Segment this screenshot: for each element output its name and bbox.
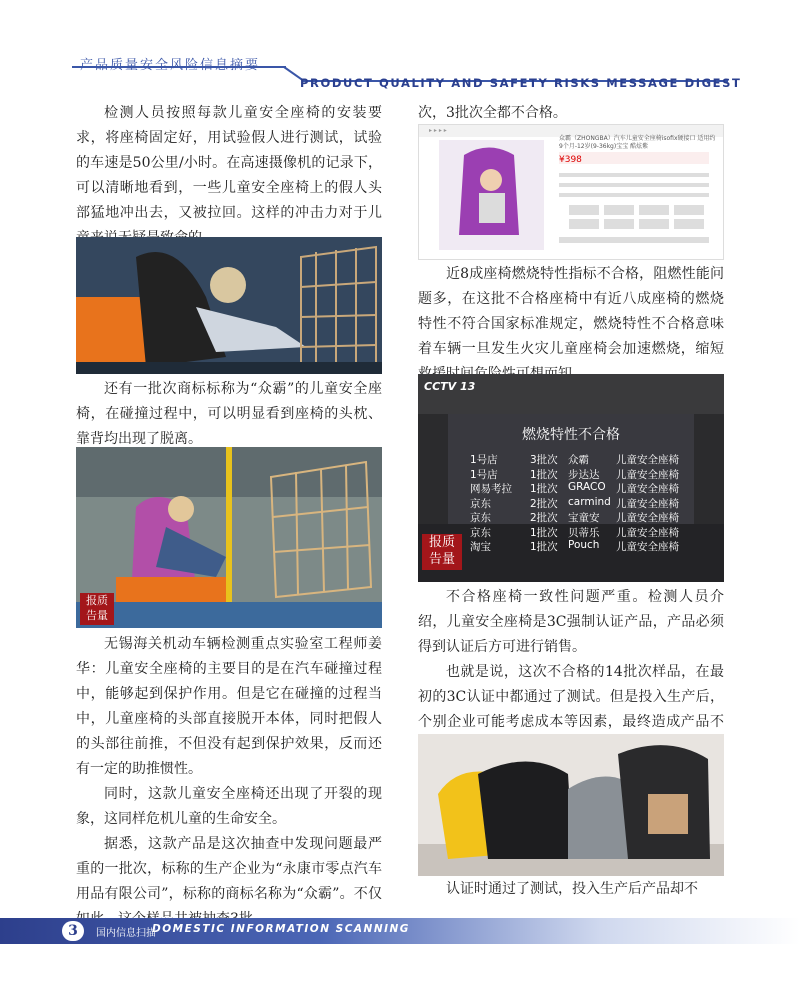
page-number: 3 (62, 921, 84, 941)
tv-table-cell: 京东 (470, 497, 491, 510)
tv-news-screenshot (418, 374, 724, 582)
header-title-cn (80, 54, 260, 73)
tv-table-cell: 步达达 (568, 468, 600, 481)
tv-table-cell: 京东 (470, 526, 491, 539)
crash-test-photo-2 (76, 447, 382, 628)
tv-table-cell: 宝童安 (568, 512, 600, 524)
stamp-logo: 报质 告量 (80, 593, 114, 625)
tv-table-cell: 1号店 (470, 468, 498, 481)
paragraph: 据悉，这款产品是这次抽查中发现问题最严重的一批次，标称的生产企业为“永康市零点汽车用品有限公司”，标称的商标名称为“众霸”。不仅 (76, 836, 382, 902)
product-price: ¥398 (559, 155, 582, 165)
tv-table-cell: 儿童安全座椅 (616, 468, 679, 481)
tv-table-cell: 1批次 (530, 541, 558, 553)
tv-table-cell: 淘宝 (470, 541, 491, 553)
paragraph: 还有一批次商标标称为“众霸”的儿童安全座椅，在碰撞过程中，可以明显看到座椅的头枕、靠背均出现了脱离。 (76, 381, 382, 447)
left-text-block-2 (76, 377, 382, 452)
tv-table-cell: 3批次 (530, 454, 558, 466)
paragraph: 检测人员按照每款儿童安全座椅的安装要求，将座椅固定好，用试验假人进行测试，试验的车速是50公里/小时。在高速摄像机的记录下，可以清晰地看到，一些儿童安全座椅上的假人头部猛地冲出去，又被拉回。这样的冲击力对于儿 (76, 105, 382, 221)
tv-table-cell: 儿童安全座椅 (616, 454, 679, 466)
paragraph: 近8成座椅燃烧特性指标不合格，阻燃性能问题多，在这批不合格座椅中有近八成座椅的燃烧特性不符合国家标准规定，燃烧特性不合格意味着车辆一旦发生火灾儿童座椅会加速燃烧，缩短 (418, 266, 724, 357)
paragraph: 也就是说，这次不合格的14批次样品，在最初的3C认证中都通过了测试。但是投入生产后，个别企业可能考虑成本等因素，最终造成产品不 (418, 664, 724, 730)
right-text-block-2 (418, 262, 724, 387)
right-text-block-4 (418, 877, 724, 902)
tv-table-cell: 2批次 (530, 512, 558, 524)
tv-table-cell: 儿童安全座椅 (616, 526, 679, 539)
tv-table-cell: 1号店 (470, 454, 498, 466)
paragraph: 无锡海关机动车辆检测重点实验室工程师姜华：儿童安全座椅的主要目的是在汽车碰撞过程中，能够起到保护作用。但是它在碰撞的过程当中，儿童座椅的头部直接脱开本体，同时把假人的头部往前推，不但没有起到保护效果，反而还有一定的助推惯性。 (76, 636, 382, 777)
channel-logo: CCTV 13 (424, 380, 476, 393)
tv-table-cell: 儿童安全座椅 (616, 497, 679, 510)
header-rule (72, 66, 286, 68)
paragraph: 不合格座椅一致性问题严重。检测人员介绍，儿童安全座椅是3C强制认证产品，产品必须得到认证后方可进行销售。 (418, 589, 724, 655)
product-title: 众霸（ZHONGBA）汽车儿童安全座椅isofix硬接口 适用约9个月-12岁(9-36kg)宝宝 酷炫紫 (559, 135, 716, 150)
stamp-logo: 报质 告量 (422, 534, 462, 570)
header-title-en: PRODUCT QUALITY AND SAFETY RISKS MESSAGE DIGEST (300, 76, 742, 90)
left-text-block-1 (76, 101, 382, 251)
paragraph: 次，3批次全都不合格。 (418, 105, 567, 121)
tv-table-cell: 2批次 (530, 497, 558, 510)
left-text-block-3 (76, 632, 382, 932)
tv-table-cell: carmind (568, 495, 611, 508)
breadcrumb: ▸ ▸ ▸ ▸ (429, 127, 447, 134)
paragraph: 认证时通过了测试，投入生产后产品却不 (446, 881, 698, 897)
tv-table-cell: Pouch (568, 539, 600, 551)
tv-table-cell: 儿童安全座椅 (616, 541, 679, 553)
right-text-block-1 (418, 101, 724, 126)
tv-table-cell: 1批次 (530, 526, 558, 539)
child-seats-photo (418, 734, 724, 876)
tv-table-cell: 儿童安全座椅 (616, 483, 679, 495)
tv-table-cell: 贝蒂乐 (568, 526, 600, 539)
tv-title: 燃烧特性不合格 (522, 427, 620, 443)
tv-table-cell: 众霸 (568, 454, 589, 466)
tv-table-cell: 1批次 (530, 468, 558, 481)
tv-table-cell: 京东 (470, 512, 491, 524)
footer-section-en: DOMESTIC INFORMATION SCANNING (152, 923, 410, 935)
online-store-screenshot (418, 124, 724, 260)
paragraph: 同时，这款儿童安全座椅还出现了开裂的现象，这同样危机儿童的生命安全。 (76, 786, 382, 827)
crash-test-photo-1 (76, 237, 382, 374)
tv-table-cell: 网易考拉 (470, 483, 512, 495)
tv-table-cell: 儿童安全座椅 (616, 512, 679, 524)
tv-table-cell: 1批次 (530, 483, 558, 495)
footer-section-cn: 国内信息扫描 (96, 928, 156, 939)
tv-table-cell: GRACO (568, 481, 606, 493)
